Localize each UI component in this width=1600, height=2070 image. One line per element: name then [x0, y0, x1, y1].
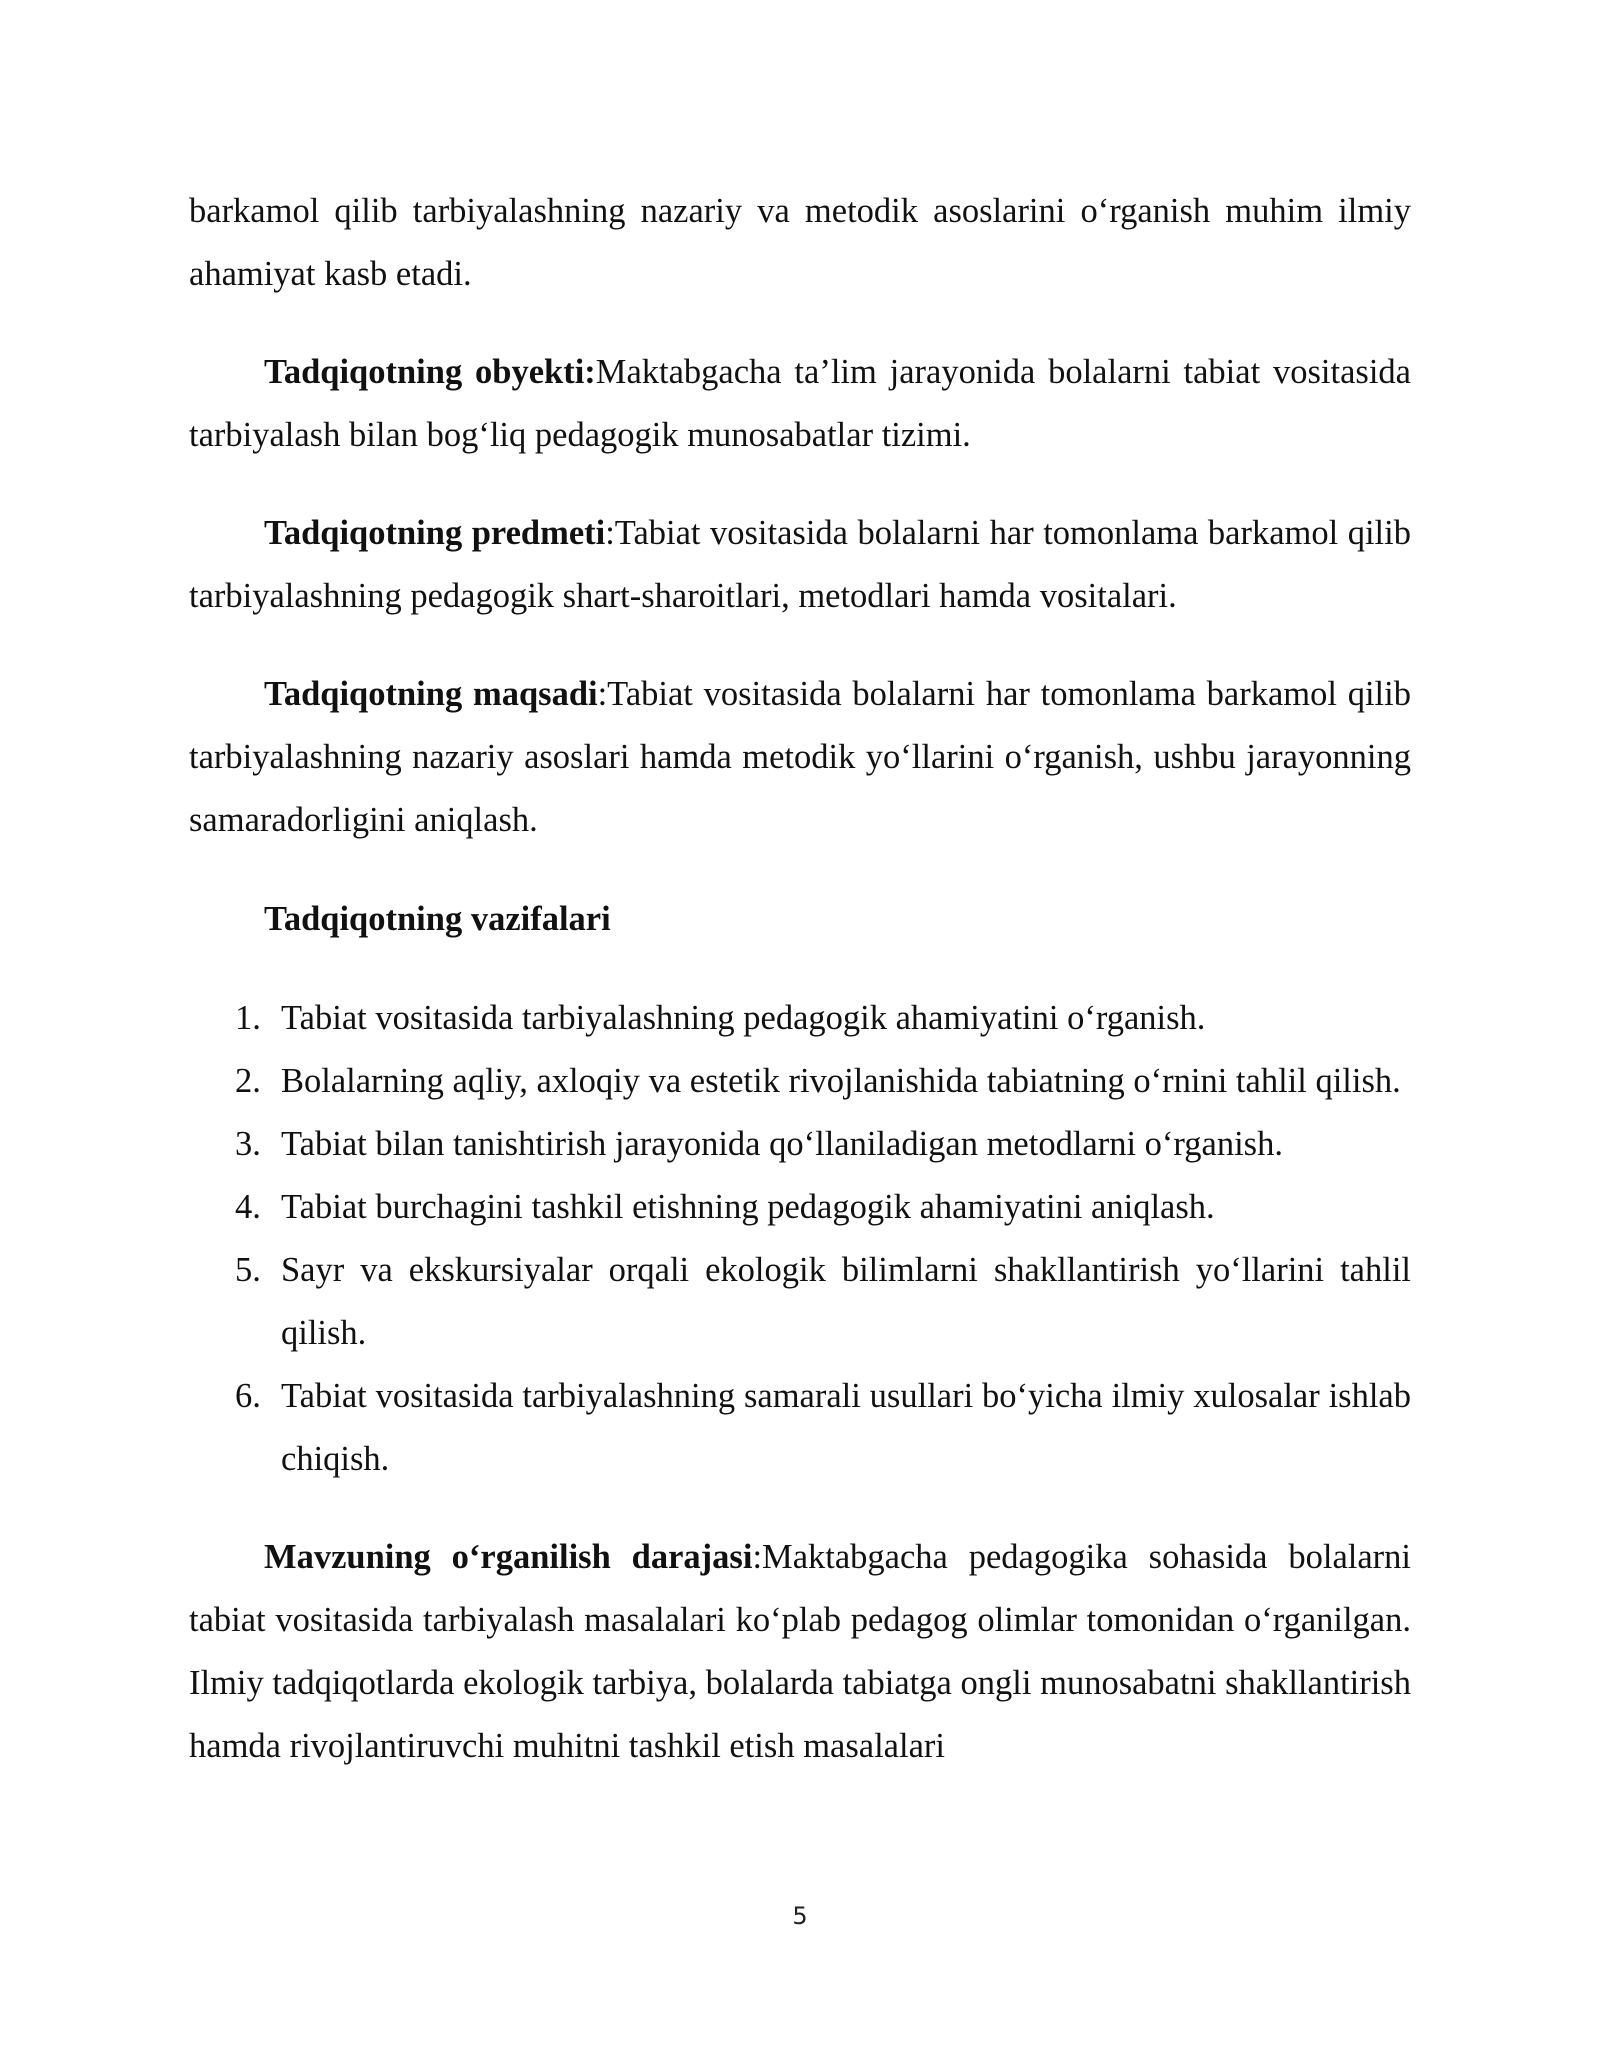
study-level-label: Mavzuning o‘rganilish darajasi: [264, 1538, 753, 1576]
document-page: [189, 180, 1411, 1778]
list-item-number: 1.: [235, 999, 261, 1037]
subject-label: Tadqiqotning predmeti: [264, 514, 606, 552]
object-text: Maktabgacha ta’lim jarayonida bolalarni tabiat vositasida tarbiyalash bilan bog‘liq pedagogik munosabatlar tizimi.: [189, 353, 1411, 454]
list-item-number: 4.: [235, 1188, 261, 1226]
object-label: Tadqiqotning obyekti:: [264, 353, 596, 391]
study-level-paragraph: [189, 1526, 1411, 1778]
object-paragraph: [189, 341, 1411, 467]
tasks-list: [189, 987, 1411, 1491]
list-item-text: Sayr va ekskursiyalar orqali ekologik bilimlarni shakllantirish yo‘llarini tahlil qilish.: [281, 1251, 1411, 1352]
intro-paragraph: barkamol qilib tarbiyalashning nazariy va metodik asoslarini o‘rganish muhim ilmiy ahamiyat kasb etadi.: [189, 192, 1411, 293]
goal-text: :Tabiat vositasida bolalarni har tomonlama barkamol qilib tarbiyalashning nazariy asoslari hamda metodik yo‘llarini o‘rganish, ushbu jarayonning samaradorligini aniqlash.: [189, 675, 1411, 839]
list-item: [189, 1239, 1411, 1365]
list-item-text: Tabiat bilan tanishtirish jarayonida qo‘llaniladigan metodlarni o‘rganish.: [281, 1125, 1283, 1163]
page-number: 5: [792, 1902, 808, 1930]
list-item: [189, 1113, 1411, 1176]
list-item-text: Tabiat burchagini tashkil etishning pedagogik ahamiyatini aniqlash.: [281, 1188, 1215, 1226]
goal-label: Tadqiqotning maqsadi: [264, 675, 598, 713]
subject-paragraph: [189, 502, 1411, 628]
list-item: [189, 1365, 1411, 1491]
list-item-text: Tabiat vositasida tarbiyalashning samarali usullari bo‘yicha ilmiy xulosalar ishlab chiqish.: [281, 1377, 1411, 1478]
goal-paragraph: [189, 663, 1411, 852]
list-item-number: 3.: [235, 1125, 261, 1163]
list-item: [189, 987, 1411, 1050]
subject-text: :Tabiat vositasida bolalarni har tomonlama barkamol qilib tarbiyalashning pedagogik shart-sharoitlari, metodlari hamda vositalari.: [189, 514, 1411, 615]
list-item-number: 2.: [235, 1062, 261, 1100]
list-item: [189, 1176, 1411, 1239]
list-item: [189, 1050, 1411, 1113]
study-level-text: :Maktabgacha pedagogika sohasida bolalarni tabiat vositasida tarbiyalash masalalari ko‘plab pedagog olimlar tomonidan o‘rganilgan. Ilmiy tadqiqotlarda ekologik tarbiya, bolalarda tabiatga ongli munosabatni shakllantirish hamda rivojlantiruvchi muhitni tashkil etish masalalari: [189, 1538, 1411, 1765]
tasks-heading: Tadqiqotning vazifalari: [264, 900, 611, 938]
list-item-number: 6.: [235, 1377, 261, 1415]
list-item-number: 5.: [235, 1251, 261, 1289]
list-item-text: Tabiat vositasida tarbiyalashning pedagogik ahamiyatini o‘rganish.: [281, 999, 1206, 1037]
list-item-text: Bolalarning aqliy, axloqiy va estetik rivojlanishida tabiatning o‘rnini tahlil qilish.: [281, 1062, 1401, 1100]
